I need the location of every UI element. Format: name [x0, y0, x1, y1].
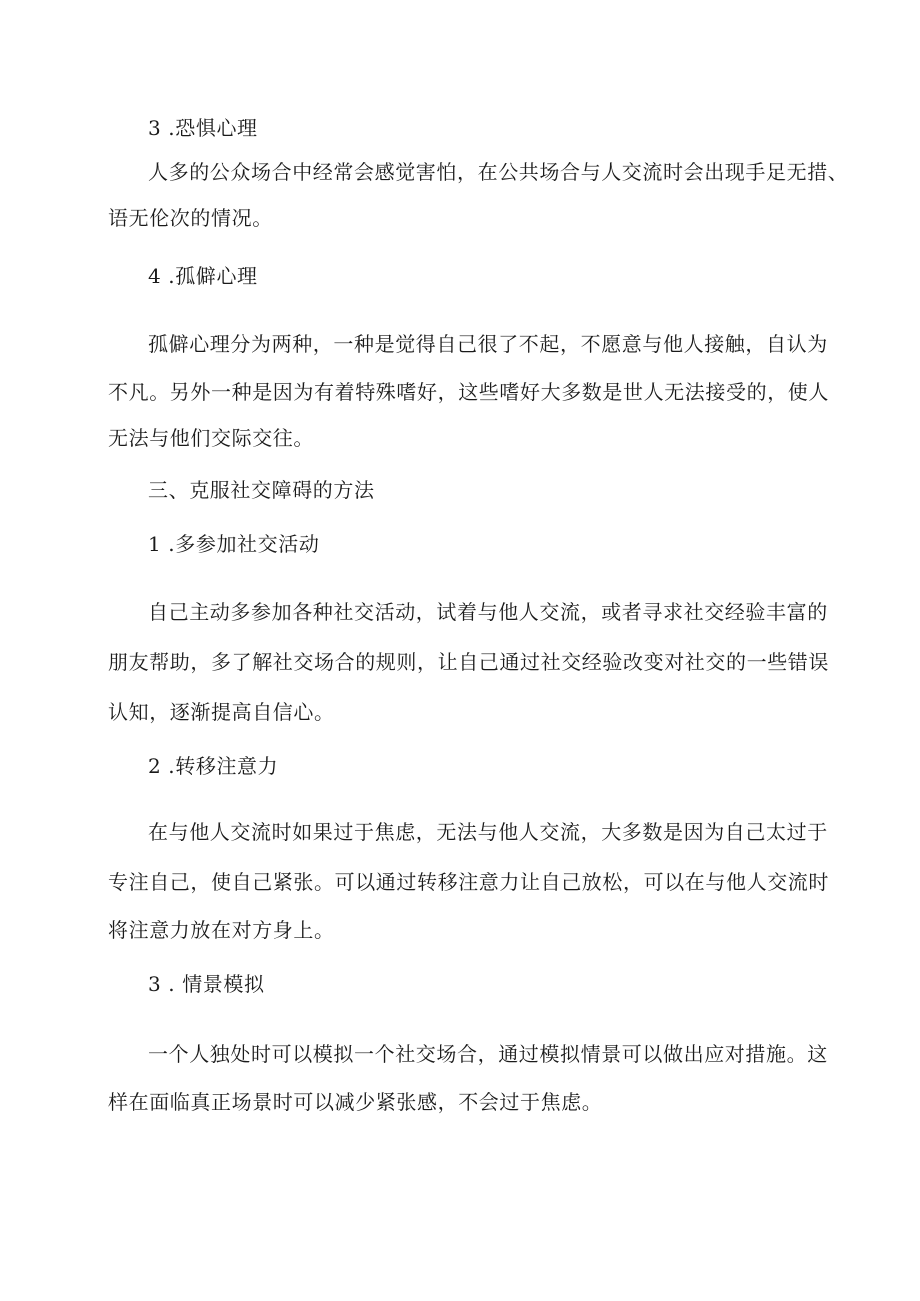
- paragraph-line: 在与他人交流时如果过于焦虑，无法与他人交流，大多数是因为自己太过于: [148, 820, 828, 844]
- paragraph-line: 孤僻心理分为两种，一种是觉得自己很了不起，不愿意与他人接触，自认为: [148, 332, 828, 356]
- paragraph-line: 自己主动多参加各种社交活动，试着与他人交流，或者寻求社交经验丰富的: [148, 600, 828, 624]
- paragraph-line: 语无伦次的情况。: [108, 206, 273, 230]
- section-heading-attention: 2 .转移注意力: [148, 754, 279, 778]
- section-heading-activity: 1 .多参加社交活动: [148, 532, 320, 556]
- section-heading-fear: 3 .恐惧心理: [148, 116, 258, 140]
- paragraph-line: 无法与他们交际交往。: [108, 426, 314, 450]
- section-heading-lonely: 4 .孤僻心理: [148, 264, 258, 288]
- paragraph-line: 样在面临真正场景时可以减少紧张感，不会过于焦虑。: [108, 1090, 603, 1114]
- section-heading-simulate: 3 . 情景模拟: [148, 972, 265, 996]
- paragraph-line: 将注意力放在对方身上。: [108, 918, 335, 942]
- paragraph-line: 认知，逐渐提高自信心。: [108, 700, 335, 724]
- paragraph-line: 朋友帮助，多了解社交场合的规则，让自己通过社交经验改变对社交的一些错误: [108, 650, 829, 674]
- paragraph-line: 一个人独处时可以模拟一个社交场合，通过模拟情景可以做出应对措施。这: [148, 1042, 828, 1066]
- chapter-heading-methods: 三、克服社交障碍的方法: [148, 478, 375, 502]
- paragraph-line: 不凡。另外一种是因为有着特殊嗜好，这些嗜好大多数是世人无法接受的，使人: [108, 380, 829, 404]
- paragraph-line: 专注自己，使自己紧张。可以通过转移注意力让自己放松，可以在与他人交流时: [108, 870, 829, 894]
- paragraph-line: 人多的公众场合中经常会感觉害怕，在公共场合与人交流时会出现手足无措、: [148, 160, 849, 184]
